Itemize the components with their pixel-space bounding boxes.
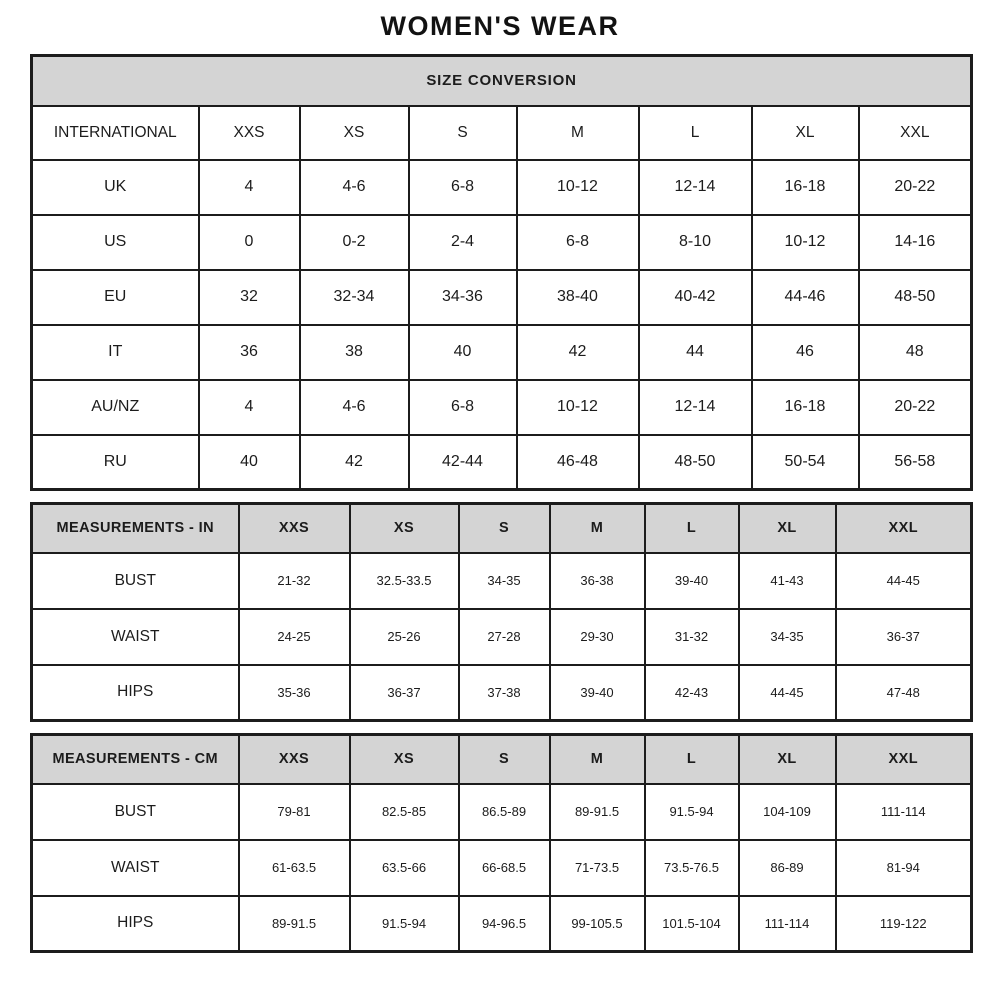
- cell: 101.5-104: [645, 896, 739, 952]
- column-header-s: S: [409, 106, 517, 160]
- cell: 2-4: [409, 215, 517, 270]
- cell: 39-40: [645, 553, 739, 609]
- cell: 6-8: [409, 380, 517, 435]
- cell: 42: [517, 325, 639, 380]
- row-label: BUST: [32, 553, 239, 609]
- row-label: WAIST: [32, 609, 239, 665]
- size-conversion-columns-row: [32, 106, 972, 160]
- cell: 8-10: [639, 215, 752, 270]
- cell: 89-91.5: [239, 896, 350, 952]
- size-conversion-table: [30, 54, 973, 491]
- cell: 91.5-94: [350, 896, 459, 952]
- column-header-xxs: XXS: [239, 504, 350, 553]
- cell: 32.5-33.5: [350, 553, 459, 609]
- cell: 16-18: [752, 160, 859, 215]
- cell: 50-54: [752, 435, 859, 490]
- cell: 0: [199, 215, 300, 270]
- row-label: UK: [32, 160, 199, 215]
- cell: 44-45: [836, 553, 972, 609]
- cell: 41-43: [739, 553, 836, 609]
- cell: 32: [199, 270, 300, 325]
- row-label: US: [32, 215, 199, 270]
- cell: 4: [199, 380, 300, 435]
- cell: 36-38: [550, 553, 645, 609]
- cell: 86-89: [739, 840, 836, 896]
- cell: 79-81: [239, 784, 350, 840]
- cell: 81-94: [836, 840, 972, 896]
- cell: 48: [859, 325, 972, 380]
- column-header-xl: XL: [752, 106, 859, 160]
- row-label: AU/NZ: [32, 380, 199, 435]
- cell: 12-14: [639, 380, 752, 435]
- cell: 71-73.5: [550, 840, 645, 896]
- cell: 31-32: [645, 609, 739, 665]
- table-row-bust: [32, 553, 972, 609]
- cell: 24-25: [239, 609, 350, 665]
- cell: 119-122: [836, 896, 972, 952]
- cell: 21-32: [239, 553, 350, 609]
- cell: 10-12: [517, 380, 639, 435]
- table-row-waist: [32, 840, 972, 896]
- page-title: WOMEN'S WEAR: [380, 11, 620, 41]
- cell: 38: [300, 325, 409, 380]
- cell: 44-46: [752, 270, 859, 325]
- cell: 48-50: [639, 435, 752, 490]
- cell: 42-44: [409, 435, 517, 490]
- column-header-l: L: [645, 735, 739, 784]
- cell: 35-36: [239, 665, 350, 721]
- cell: 36: [199, 325, 300, 380]
- cell: 94-96.5: [459, 896, 550, 952]
- cell: 34-35: [459, 553, 550, 609]
- measurements-cm-table: [30, 733, 973, 953]
- cell: 36-37: [350, 665, 459, 721]
- cell: 29-30: [550, 609, 645, 665]
- cell: 63.5-66: [350, 840, 459, 896]
- measurements-in-header-row: [32, 504, 972, 553]
- cell: 34-36: [409, 270, 517, 325]
- row-label: IT: [32, 325, 199, 380]
- cell: 36-37: [836, 609, 972, 665]
- column-header-m: M: [517, 106, 639, 160]
- cell: 46: [752, 325, 859, 380]
- cell: 10-12: [752, 215, 859, 270]
- measurements-in-table: [30, 502, 973, 722]
- cell: 89-91.5: [550, 784, 645, 840]
- table-row-au-nz: [32, 380, 972, 435]
- cell: 40: [409, 325, 517, 380]
- measurements-in-header: MEASUREMENTS - IN: [32, 504, 239, 553]
- table-row-uk: [32, 160, 972, 215]
- column-header-international: INTERNATIONAL: [32, 106, 199, 160]
- cell: 99-105.5: [550, 896, 645, 952]
- table-row-bust: [32, 784, 972, 840]
- table-row-us: [32, 215, 972, 270]
- column-header-xs: XS: [350, 504, 459, 553]
- table-row-hips: [32, 665, 972, 721]
- cell: 4-6: [300, 380, 409, 435]
- column-header-xxl: XXL: [836, 735, 972, 784]
- cell: 104-109: [739, 784, 836, 840]
- cell: 111-114: [836, 784, 972, 840]
- cell: 111-114: [739, 896, 836, 952]
- cell: 61-63.5: [239, 840, 350, 896]
- table-row-it: [32, 325, 972, 380]
- cell: 4-6: [300, 160, 409, 215]
- column-header-s: S: [459, 504, 550, 553]
- column-header-m: M: [550, 504, 645, 553]
- column-header-xxl: XXL: [859, 106, 972, 160]
- table-row-eu: [32, 270, 972, 325]
- cell: 91.5-94: [645, 784, 739, 840]
- cell: 32-34: [300, 270, 409, 325]
- row-label: EU: [32, 270, 199, 325]
- cell: 20-22: [859, 160, 972, 215]
- cell: 14-16: [859, 215, 972, 270]
- table-row-waist: [32, 609, 972, 665]
- row-label: HIPS: [32, 665, 239, 721]
- column-header-m: M: [550, 735, 645, 784]
- table-row-ru: [32, 435, 972, 490]
- cell: 44: [639, 325, 752, 380]
- column-header-xxl: XXL: [836, 504, 972, 553]
- cell: 38-40: [517, 270, 639, 325]
- size-conversion-header-row: [32, 56, 972, 106]
- cell: 82.5-85: [350, 784, 459, 840]
- cell: 66-68.5: [459, 840, 550, 896]
- cell: 73.5-76.5: [645, 840, 739, 896]
- cell: 86.5-89: [459, 784, 550, 840]
- cell: 42: [300, 435, 409, 490]
- cell: 6-8: [409, 160, 517, 215]
- size-conversion-header: SIZE CONVERSION: [32, 56, 972, 106]
- cell: 6-8: [517, 215, 639, 270]
- cell: 40-42: [639, 270, 752, 325]
- row-label: HIPS: [32, 896, 239, 952]
- cell: 46-48: [517, 435, 639, 490]
- column-header-l: L: [639, 106, 752, 160]
- cell: 44-45: [739, 665, 836, 721]
- column-header-xl: XL: [739, 735, 836, 784]
- measurements-cm-header: MEASUREMENTS - CM: [32, 735, 239, 784]
- cell: 34-35: [739, 609, 836, 665]
- column-header-xs: XS: [300, 106, 409, 160]
- column-header-l: L: [645, 504, 739, 553]
- cell: 48-50: [859, 270, 972, 325]
- cell: 42-43: [645, 665, 739, 721]
- cell: 16-18: [752, 380, 859, 435]
- cell: 56-58: [859, 435, 972, 490]
- cell: 39-40: [550, 665, 645, 721]
- cell: 47-48: [836, 665, 972, 721]
- cell: 10-12: [517, 160, 639, 215]
- column-header-xs: XS: [350, 735, 459, 784]
- cell: 12-14: [639, 160, 752, 215]
- cell: 27-28: [459, 609, 550, 665]
- column-header-xxs: XXS: [239, 735, 350, 784]
- table-row-hips: [32, 896, 972, 952]
- cell: 37-38: [459, 665, 550, 721]
- cell: 4: [199, 160, 300, 215]
- row-label: WAIST: [32, 840, 239, 896]
- cell: 40: [199, 435, 300, 490]
- column-header-s: S: [459, 735, 550, 784]
- column-header-xl: XL: [739, 504, 836, 553]
- row-label: RU: [32, 435, 199, 490]
- cell: 25-26: [350, 609, 459, 665]
- measurements-cm-header-row: [32, 735, 972, 784]
- column-header-xxs: XXS: [199, 106, 300, 160]
- cell: 20-22: [859, 380, 972, 435]
- cell: 0-2: [300, 215, 409, 270]
- row-label: BUST: [32, 784, 239, 840]
